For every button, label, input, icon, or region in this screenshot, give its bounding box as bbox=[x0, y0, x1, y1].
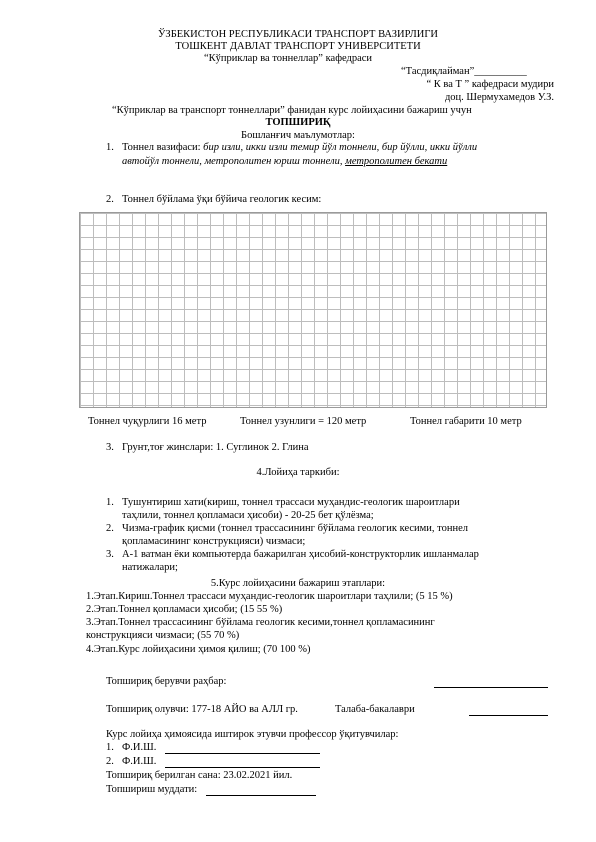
composition-item-line: қопламасининг конструкцияси) чизмаси; bbox=[122, 536, 306, 547]
page-title: ТОПШИРИҚ bbox=[265, 117, 331, 128]
participant-2-number: 2. bbox=[106, 756, 114, 767]
composition-title: 4.Лойиҳа таркиби: bbox=[256, 467, 340, 478]
participant-2-label: Ф.И.Ш. bbox=[122, 756, 157, 767]
deadline-line bbox=[206, 785, 316, 796]
stage-1: 1.Этап.Кириш.Тоннел трассаси муҳандис-геологик шароитлари таҳлили; (5 15 %) bbox=[86, 591, 453, 602]
item1-line2 bbox=[122, 156, 447, 168]
stage-2: 2.Этап.Тоннел қопламаси ҳисоби; (15 55 %) bbox=[86, 604, 283, 615]
head-of-dept: “ К ва Т ” кафедраси мудири bbox=[426, 79, 554, 90]
composition-item-line: натижалари; bbox=[122, 562, 178, 573]
tunnel-gabarit: Тоннел габарити 10 метр bbox=[410, 416, 522, 427]
tunnel-length: Тоннел узунлиги = 120 метр bbox=[240, 416, 367, 427]
approval-line: “Тасдиқлайман”__________ bbox=[401, 66, 527, 77]
department-heading: “Кўприклар ва тоннеллар” кафедраси bbox=[203, 53, 373, 64]
receiver-label: Топшириқ олувчи: 177-18 АЙО ва АЛЛ гр. bbox=[106, 704, 298, 715]
item3-number: 3. bbox=[106, 442, 114, 453]
stage-4: 4.Этап.Курс лойиҳасини ҳимоя қилиш; (70 100 %) bbox=[86, 644, 311, 655]
receiver-signature-line bbox=[469, 705, 548, 716]
participant-1-number: 1. bbox=[106, 742, 114, 753]
stage-3-cont: конструкцияси чизмаси; (55 70 %) bbox=[86, 630, 240, 641]
item2-number: 2. bbox=[106, 194, 114, 205]
item1-line1 bbox=[122, 142, 477, 154]
composition-item-line: таҳлили, тоннел қопламаси ҳисоби) - 20-25 бет қўлёзма; bbox=[122, 510, 374, 521]
item1-option1: бир изли, икки изли темир йўл тоннели, бир йўлли, икки йўлли bbox=[203, 142, 478, 153]
student-label: Талаба-бакалаври bbox=[335, 704, 415, 715]
geological-section-grid bbox=[79, 212, 547, 408]
participant-2-line bbox=[165, 757, 320, 768]
item1-option3: метрополитен бекати bbox=[345, 156, 448, 167]
course-line: “Кўприклар ва транспорт тоннеллари” фанидан курс лойиҳасини бажариш учун bbox=[112, 105, 472, 116]
composition-item-number: 2. bbox=[106, 523, 114, 534]
composition-item-line: Тушунтириш хати(кириш, тоннел трассаси муҳандис-геологик шароитлари bbox=[122, 497, 460, 508]
participants-label: Курс лойиҳа ҳимоясида иштирок этувчи профессор ўқитувчилар: bbox=[106, 729, 399, 740]
composition-item-line: Чизма-график қисми (тоннел трассасининг бўйлама геологик кесими, тоннел bbox=[122, 523, 469, 534]
issuer-signature-line bbox=[434, 677, 548, 688]
item2-text: Тоннел бўйлама ўқи бўйича геологик кесим: bbox=[122, 194, 322, 205]
item1-label: Тоннел вазифаси: bbox=[122, 142, 201, 153]
participant-1-line bbox=[165, 743, 320, 754]
tunnel-depth: Тоннел чуқурлиги 16 метр bbox=[88, 416, 207, 427]
initial-data-heading: Бошланғич маълумотлар: bbox=[241, 130, 355, 141]
head-name: доц. Шермухамедов У.З. bbox=[444, 92, 554, 103]
university-heading: ТОШКЕНТ ДАВЛАТ ТРАНСПОРТ УНИВЕРСИТЕТИ bbox=[175, 41, 421, 52]
deadline-label: Топшириш муддати: bbox=[106, 784, 198, 795]
participant-1-label: Ф.И.Ш. bbox=[122, 742, 157, 753]
item1-number: 1. bbox=[106, 142, 114, 153]
composition-item-line: А-1 ватман ёки компьютерда бажарилган ҳисобий-конструкторлик ишланмалар bbox=[122, 549, 479, 560]
item1-option2: автойўл тоннели, метрополитен юриш тоннели, bbox=[122, 156, 343, 167]
issuer-label: Топшириқ берувчи раҳбар: bbox=[106, 676, 227, 687]
composition-item-number: 3. bbox=[106, 549, 114, 560]
issued-date: Топшириқ берилган сана: 23.02.2021 йил. bbox=[106, 770, 293, 781]
stages-title: 5.Курс лойиҳасини бажариш этаплари: bbox=[210, 578, 386, 589]
composition-item-number: 1. bbox=[106, 497, 114, 508]
stage-3: 3.Этап.Тоннел трассасининг бўйлама геологик кесими,тоннел қопламасининг bbox=[86, 617, 435, 628]
item3-text: Грунт,тоғ жинслари: 1. Суглинок 2. Глина bbox=[122, 442, 309, 453]
ministry-heading: ЎЗБЕКИСТОН РЕСПУБЛИКАСИ ТРАНСПОРТ ВАЗИРЛИГИ bbox=[158, 29, 438, 40]
